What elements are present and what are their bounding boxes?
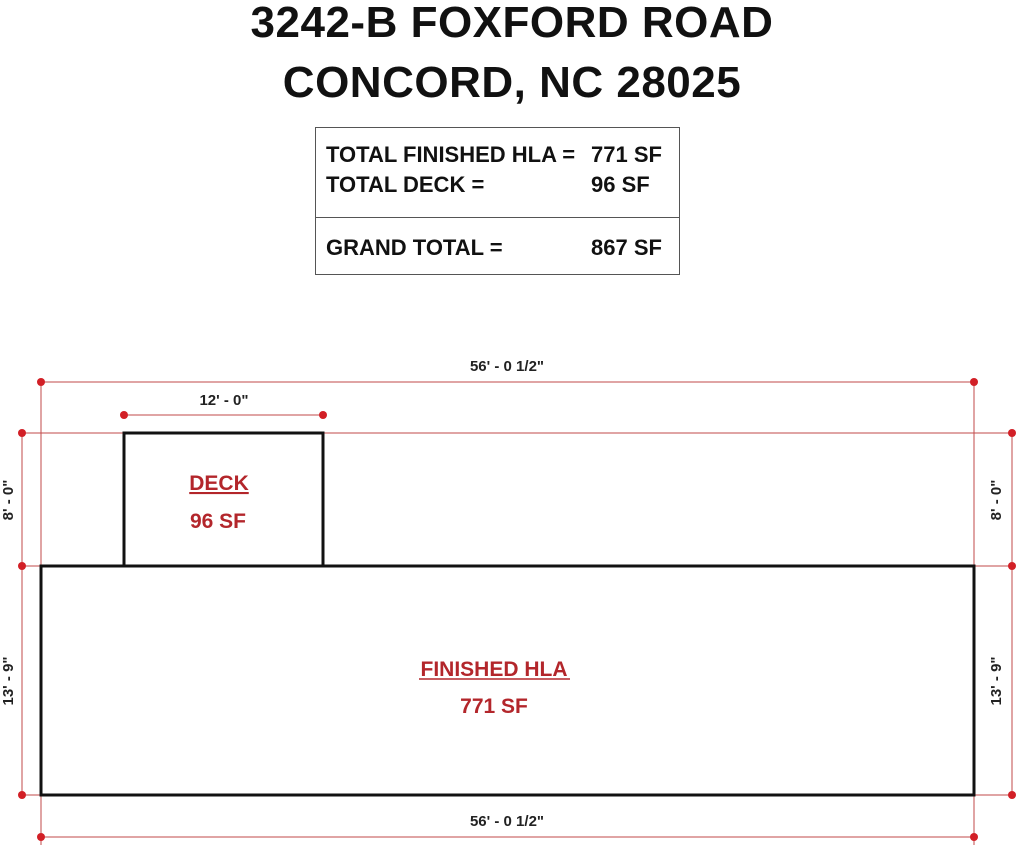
finished-hla-name-label: FINISHED HLA <box>420 658 568 681</box>
dim-dot <box>18 562 26 570</box>
dim-dot <box>970 833 978 841</box>
dimension-dots <box>18 378 1016 841</box>
dim-dot <box>120 411 128 419</box>
summary-value-deck: 96 SF <box>591 172 650 197</box>
deck-name-label: DECK <box>189 472 249 495</box>
dim-dot <box>1008 562 1016 570</box>
summary-value-finished: 771 SF <box>591 142 662 167</box>
address-line-1: 3242-B FOXFORD ROAD <box>250 0 774 47</box>
left-deck-height-label: 8' - 0" <box>0 479 17 521</box>
dim-dot <box>37 833 45 841</box>
deck-outline <box>124 433 323 566</box>
summary-value-grand-total: 867 SF <box>591 235 662 260</box>
summary-label-grand-total: GRAND TOTAL = <box>326 235 503 260</box>
right-deck-height-label: 8' - 0" <box>988 479 1005 521</box>
dim-dot <box>37 378 45 386</box>
dim-dot <box>1008 429 1016 437</box>
dimension-lines <box>22 382 1012 845</box>
right-main-height-label: 13' - 9" <box>988 656 1005 706</box>
summary-label-deck: TOTAL DECK = <box>326 172 485 197</box>
left-main-height-label: 13' - 9" <box>0 656 17 706</box>
dim-dot <box>319 411 327 419</box>
top-width-label: 56' - 0 1/2" <box>469 358 545 375</box>
dim-dot <box>18 791 26 799</box>
dim-dot <box>18 429 26 437</box>
dim-dot <box>1008 791 1016 799</box>
deck-area-label: 96 SF <box>189 510 247 533</box>
summary-label-finished: TOTAL FINISHED HLA = <box>326 142 576 167</box>
finished-hla-area-label: 771 SF <box>460 695 528 718</box>
dim-dot <box>970 378 978 386</box>
deck-width-label: 12' - 0" <box>199 392 249 409</box>
address-line-2: CONCORD, NC 28025 <box>282 58 742 107</box>
bottom-width-label: 56' - 0 1/2" <box>469 813 545 830</box>
